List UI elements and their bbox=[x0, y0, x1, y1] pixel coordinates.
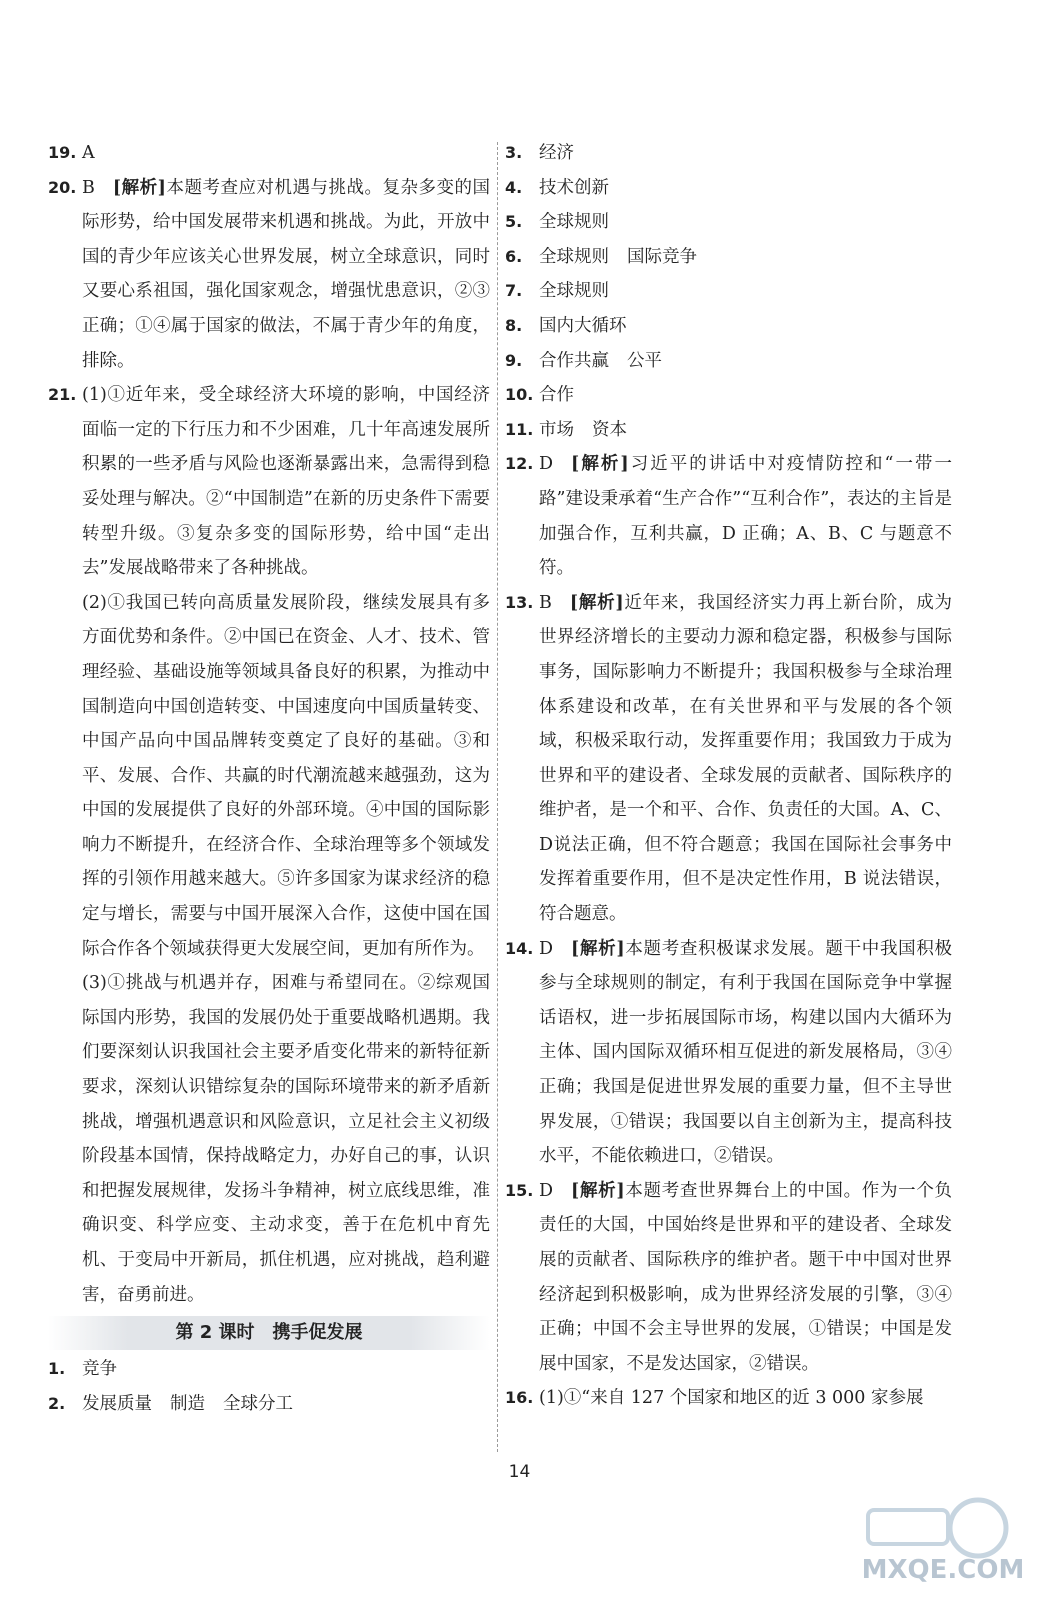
answer-9: 9. 合作共赢 公平 bbox=[505, 350, 662, 371]
answer-12: 12. D [解析]习近平的讲话中对疫情防控和“一带一路”建设秉承着“生产合作”“互利合作”，表达的主旨是加强合作，互利共赢，D 正确；A、B、C 与题意不符。 bbox=[505, 454, 953, 579]
answer-21-part-1: (1)①近年来，受全球经济大环境的影响，中国经济面临一定的下行压力和不少困难，几十年高速发展所积累的一些矛盾与风险也逐渐暴露出来，急需得到稳妥处理与解决。②“中国制造”在新的历史条件下需要转型升级。③复杂多变的国际形势，给中国“走出去”发展战略带来了各种挑战。 bbox=[82, 385, 490, 579]
answer-16: 16. (1)①“来自 127 个国家和地区的近 3 000 家参展 bbox=[505, 1388, 924, 1409]
column-divider bbox=[497, 142, 498, 1452]
answer-4: 4. 技术创新 bbox=[505, 177, 609, 198]
analysis-tag: [解析] bbox=[571, 454, 629, 475]
watermark-text: MXQE.COM bbox=[861, 1555, 1025, 1585]
answer-21-part-3: (3)①挑战与机遇并存，困难与希望同在。②综观国际国内形势，我国的发展仍处于重要战略机遇期。我们要深刻认识我国社会主要矛盾变化带来的新特征新要求，深刻认识错综复杂的国际环境带来的新矛盾新挑战，增强机遇意识和风险意识，立足社会主义初级阶段基本国情，保持战略定力，办好自己的事，认识和把握发展规律，发扬斗争精神，树立底线思维，准确识变、科学应变、主动求变，善于在危机中育先机、于变局中开新局，抓住机遇，应对挑战，趋利避害，奋勇前进。 bbox=[82, 973, 490, 1305]
left-column bbox=[48, 136, 490, 1421]
analysis-tag: [解析] bbox=[571, 1180, 625, 1201]
answer-13: 13. B [解析]近年来，我国经济实力再上新台阶，成为世界经济增长的主要动力源和稳定器，积极参与国际事务，国际影响力不断提升；我国积极参与全球治理体系建设和改革，在有关世界和平与发展的各个领域，积极采取行动，发挥重要作用；我国致力于成为世界和平的建设者、全球发展的贡献者、国际秩序的维护者，是一个和平、合作、负责任的大国。A、C、D说法正确，但不符合题意；我国在国际社会事务中发挥着重要作用，但不是决定性作用，B 说法错误，符合题意。 bbox=[505, 592, 953, 925]
page-number: 14 bbox=[508, 1462, 531, 1482]
answer-6: 6. 全球规则 国际竞争 bbox=[505, 246, 697, 267]
answer-10: 10. 合作 bbox=[505, 385, 574, 406]
right-column bbox=[505, 136, 952, 1416]
answer-7: 7. 全球规则 bbox=[505, 281, 609, 302]
lesson2-answer-1: 1. 竞争 bbox=[48, 1359, 117, 1380]
analysis-tag: [解析] bbox=[112, 177, 166, 198]
answer-5: 5. 全球规则 bbox=[505, 212, 609, 233]
watermark-logo bbox=[858, 1488, 1028, 1588]
lesson2-answer-2: 2. 发展质量 制造 全球分工 bbox=[48, 1393, 293, 1414]
answer-15: 15. D [解析]本题考查世界舞台上的中国。作为一个负责任的大国，中国始终是世界和平的建设者、全球发展的贡献者、国际秩序的维护者。题干中中国对世界经济起到积极影响，成为世界经济发展的引擎，③④正确；中国不会主导世界的发展，①错误；中国是发展中国家，不是发达国家，②错误。 bbox=[505, 1180, 953, 1374]
answer-19: 19. A bbox=[48, 143, 95, 163]
analysis-tag: [解析] bbox=[571, 938, 625, 959]
answer-14: 14. D [解析]本题考查积极谋求发展。题干中我国积极参与全球规则的制定，有利于我国在国际竞争中掌握话语权，进一步拓展国际市场，构建以国内大循环为主体、国内国际双循环相互促进的新发展格局，③④正确；我国是促进世界发展的重要力量，但不主导世界发展，①错误；我国要以自主创新为主，提高科技水平，不能依赖进口，②错误。 bbox=[505, 938, 953, 1167]
answer-3: 3. 经济 bbox=[505, 143, 574, 163]
answer-8: 8. 国内大循环 bbox=[505, 315, 627, 336]
answer-20: 20. B [解析]本题考查应对机遇与挑战。复杂多变的国际形势，给中国发展带来机遇和挑战。为此，开放中国的青少年应该关心世界发展，树立全球意识，同时又要心系祖国，强化国家观念，增强忧患意识，②③正确；①④属于国家的做法，不属于青少年的角度，排除。 bbox=[48, 177, 491, 371]
analysis-tag: [解析] bbox=[569, 592, 624, 613]
answer-11: 11. 市场 资本 bbox=[505, 419, 627, 440]
answer-21: 21. (1)①近年来，受全球经济大环境的影响，中国经济面临一定的下行压力和不少困难，几十年高速发展所积累的一些矛盾与风险也逐渐暴露出来，急需得到稳妥处理与解决。②“中国制造”在新的历史条件下需要转型升级。③复杂多变的国际形势，给中国“走出去”发展战略带来了各种挑战。 (2)①我国已转向高质量发展阶段，继续发展具有多方面优势和条件。②中国已在资金、人才、技术、管理经验、基础设施等领域具备良好的积累，为推动中国制造向中国创造转变、中国速度向中国质量转变、中国产品向中国品牌转变奠定了良好的基础。③和平、发展、合作、共赢的时代潮流越来越强劲，这为中国的发展提供了良好的外部环境。④中国的国际影响力不断提升，在经济合作、全球治理等多个领域发挥的引领作用越来越大。⑤许多国家为谋求经济的稳定与增长，需要与中国开展深入合作，这使中国在国际合作各个领域获得更大发展空间，更加有所作为。 (3)①挑战与机遇并存，困难与希望同在。②综观国际国内形势，我国的发展仍处于重要战略机遇期。我们要深刻认识我国社会主要矛盾变化带来的新特征新要求，深刻认识错综复杂的国际环境带来的新矛盾新挑战，增强机遇意识和风险意识，立足社会主义初级阶段基本国情，保持战略定力，办好自己的事，认识和把握发展规律，发扬斗争精神，树立底线思维，准确识变、科学应变、主动求变，善于在危机中育先机、于变局中开新局，抓住机遇，应对挑战，趋利避害，奋勇前进。 bbox=[48, 378, 490, 1312]
answer-21-part-2: (2)①我国已转向高质量发展阶段，继续发展具有多方面优势和条件。②中国已在资金、人才、技术、管理经验、基础设施等领域具备良好的积累，为推动中国制造向中国创造转变、中国速度向中国质量转变、中国产品向中国品牌转变奠定了良好的基础。③和平、发展、合作、共赢的时代潮流越来越强劲，这为中国的发展提供了良好的外部环境。④中国的国际影响力不断提升，在经济合作、全球治理等多个领域发挥的引领作用越来越大。⑤许多国家为谋求经济的稳定与增长，需要与中国开展深入合作，这使中国在国际合作各个领域获得更大发展空间，更加有所作为。 bbox=[82, 592, 490, 959]
lesson-heading: 第 2 课时 携手促发展 bbox=[48, 1316, 490, 1350]
